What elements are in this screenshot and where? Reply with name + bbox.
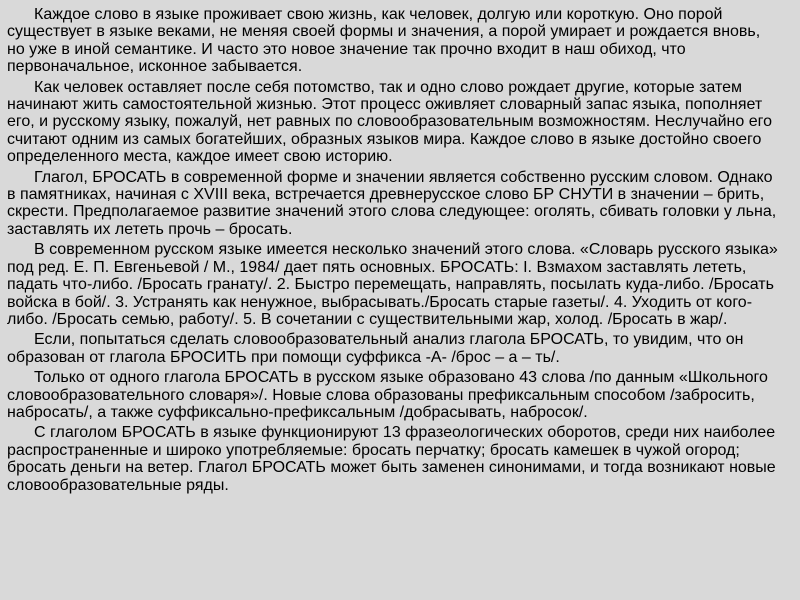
paragraph-intro: Каждое слово в языке проживает свою жизнь, как человек, долгую или короткую. Оно порой существует в языке веками, не меняя своей формы и значения, а порой умирает и рождается вновь, но уже в иной семантике. И часто это новое значение так прочно входит в наш обиход, что первоначальное, исконное забывается. [7, 6, 761, 76]
paragraph-phraseology: С глаголом БРОСАТЬ в языке функционируют 13 фразеологических оборотов, среди них наиболее распространенные и широко употребляемые: бросать перчатку; бросать камешек в чужой огород; бросать деньги на ветер. Глагол БРОСАТЬ может быть заменен синонимами, и тогда возникают новые словообразовательные ряды. [7, 424, 776, 494]
paragraph-etymology: Глагол, БРОСАТЬ в современной форме и значении является собственно русским словом. Однако в памятниках, начиная с XVIII века, встречается древнерусское слово БР СНУТИ в значении – брить, скрести. Предполагаемое развитие значений этого слова следующее: оголять, сбивать головки у льна, заставлять их лететь прочь – бросать. [7, 168, 777, 238]
paragraph-meanings: В современном русском языке имеется несколько значений этого слова. «Словарь русского языка» под ред. Е. П. Евгеньевой / М., 1984/ дает пять основных. БРОСАТЬ: I. Взмахом заставлять лететь, падать что-либо. /Бросать гранату/. 2. Быстро перемещать, направлять, посылать куда-либо. /Бросать войска в бой/. 3. Устранять как ненужное, выбрасывать./Бросать старые газеты/. 4. Уходить от кого-либо. /Бросать семью, работу/. 5. В сочетании с существительными жар, холод. /Бросать в жар/. [7, 241, 778, 328]
paragraph-derived-words: Только от одного глагола БРОСАТЬ в русском языке образовано 43 слова /по данным «Школьного словообразовательного словаря»/. Новые слова образованы префиксальным способом /забросить, набросать/, а также суффиксально-префиксальным /добрасывать, наброcок/. [7, 369, 768, 421]
paragraph-analysis: Если, попытаться сделать словообразовательный анализ глагола БРОСАТЬ, то увидим, что он образован от глагола БРОСИТЬ при помощи суффикса -А- /брос – а – ть/. [7, 331, 744, 366]
paragraph-word-formation: Как человек оставляет после себя потомство, так и одно слово рождает другие, которые затем начинают жить самостоятельной жизнью. Этот процесс оживляет словарный запас языка, пополняет его, и русскому языку, пожалуй, нет равных по словообразовательным возможностям. Неслучайно его считают одним из самых богатейших, образных языков мира. Каждое слово в языке достойно своего определенного места, каждое имеет свою историю. [7, 78, 773, 166]
